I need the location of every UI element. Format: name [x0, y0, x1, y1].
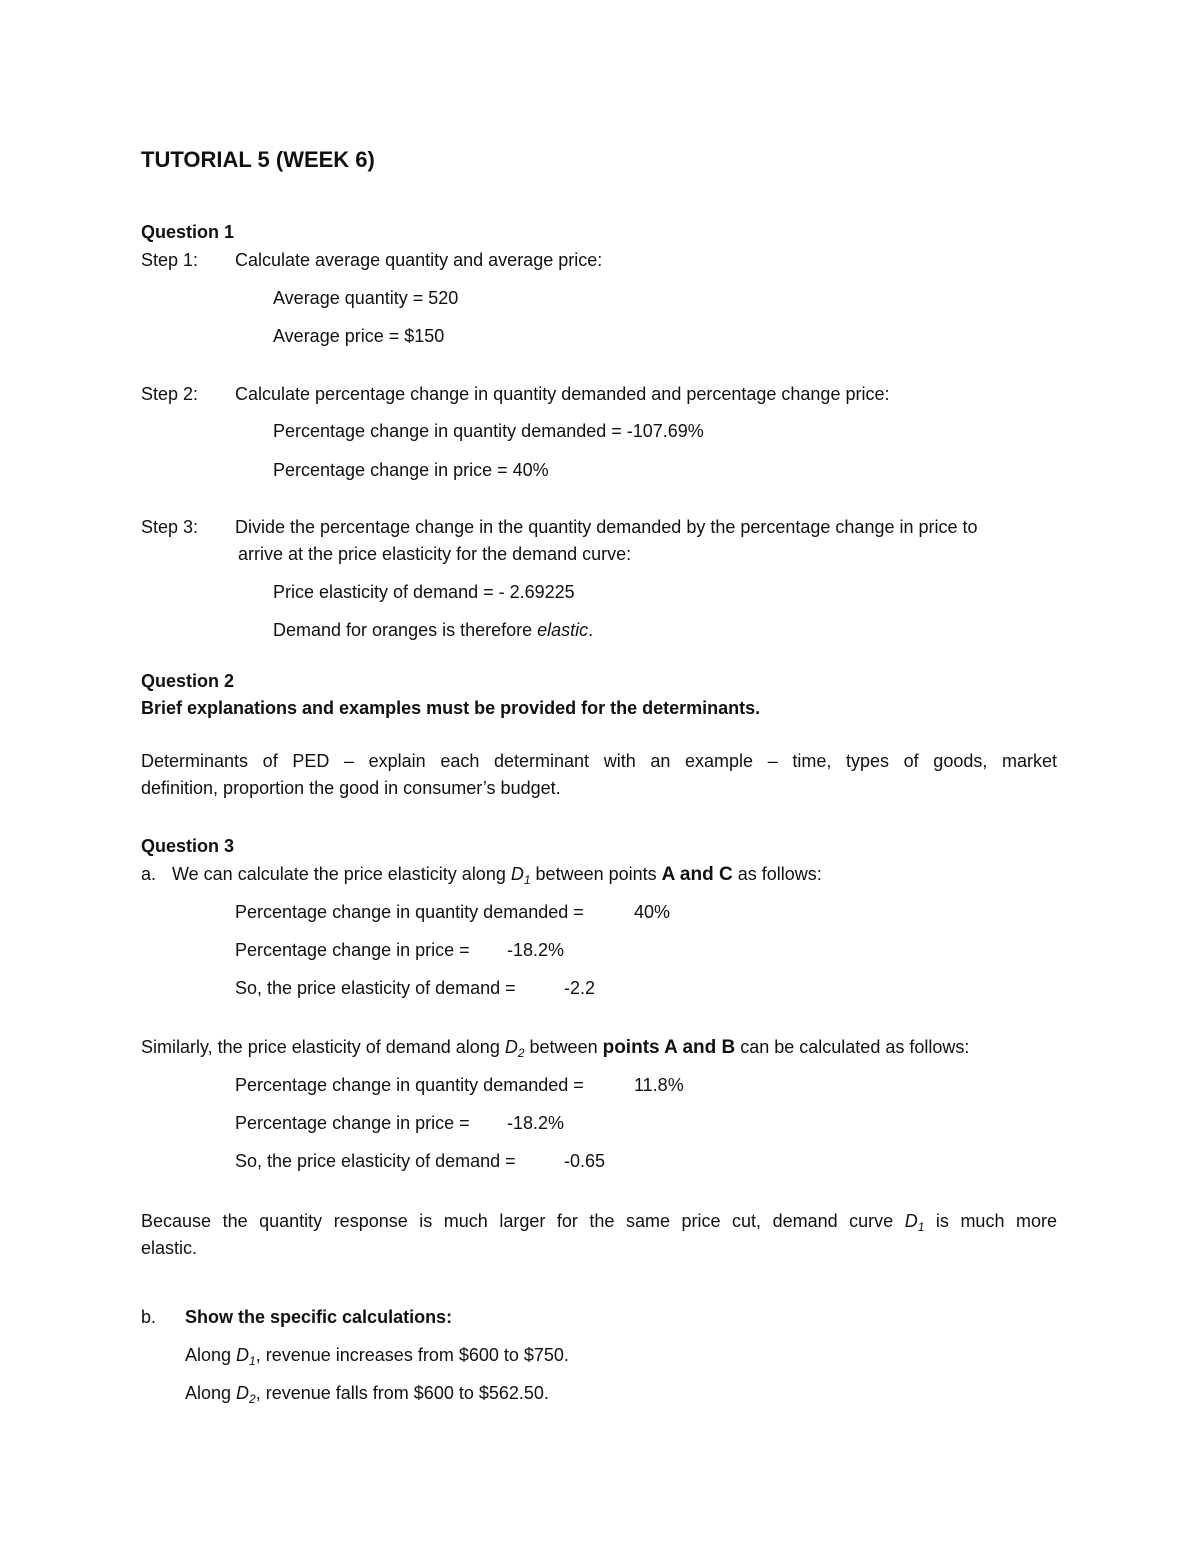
- d2-pct-change-price-value: -18.2%: [507, 1113, 565, 1133]
- part-a-intro: We can calculate the price elasticity along $D_1$ between points A and C as follows:: [172, 864, 822, 887]
- question-2-subheading: Brief explanations and examples must be provided for the determinants.: [141, 698, 761, 718]
- part-a-marker: a.: [141, 864, 157, 884]
- price-elasticity-result: Price elasticity of demand = - 2.69225: [273, 582, 575, 602]
- d1-pct-change-price-value: -18.2%: [507, 940, 565, 960]
- question-1-heading: Question 1: [141, 222, 235, 242]
- question-2-heading: Question 2: [141, 671, 235, 691]
- step-3-text-2: arrive at the price elasticity for the demand curve:: [238, 544, 632, 564]
- determinants-paragraph-line-1: Determinants of PED – explain each determinant with an example – time, types of goods, market: [141, 751, 1057, 771]
- d1-pct-change-quantity-label: Percentage change in quantity demanded =: [235, 902, 584, 922]
- elastic-conclusion: Demand for oranges is therefore elastic.: [273, 620, 594, 640]
- part-b-heading: Show the specific calculations:: [185, 1307, 453, 1327]
- because-paragraph-line-1: Because the quantity response is much larger for the same price cut, demand curve $D_1$ is much more: [141, 1211, 1057, 1234]
- average-price: Average price = $150: [273, 326, 445, 346]
- pct-change-quantity: Percentage change in quantity demanded = -107.69%: [273, 421, 704, 441]
- d1-pct-change-price-label: Percentage change in price =: [235, 940, 470, 960]
- because-paragraph-line-2: elastic.: [141, 1238, 198, 1258]
- page-title: TUTORIAL 5 (WEEK 6): [141, 147, 375, 172]
- d2-pct-change-quantity-label: Percentage change in quantity demanded =: [235, 1075, 584, 1095]
- step-2-text: Calculate percentage change in quantity demanded and percentage change price:: [235, 384, 890, 404]
- revenue-d2: Along $D_2$, revenue falls from $600 to $562.50.: [185, 1383, 549, 1406]
- d1-elasticity-value: -2.2: [564, 978, 596, 998]
- step-3-text-1: Divide the percentage change in the quantity demanded by the percentage change in price to: [235, 517, 978, 537]
- pct-change-price: Percentage change in price = 40%: [273, 460, 549, 480]
- step-3-label: Step 3:: [141, 517, 199, 537]
- revenue-d1: Along $D_1$, revenue increases from $600 to $750.: [185, 1345, 569, 1368]
- d2-pct-change-quantity-value: 11.8%: [634, 1075, 684, 1095]
- determinants-paragraph-line-2: definition, proportion the good in consumer’s budget.: [141, 778, 561, 798]
- step-2-label: Step 2:: [141, 384, 199, 404]
- d2-pct-change-price-label: Percentage change in price =: [235, 1113, 470, 1133]
- step-1-text: Calculate average quantity and average price:: [235, 250, 603, 270]
- step-1-label: Step 1:: [141, 250, 199, 270]
- d2-elasticity-label: So, the price elasticity of demand =: [235, 1151, 516, 1171]
- d2-elasticity-value: -0.65: [564, 1151, 606, 1171]
- part-b-marker: b.: [141, 1307, 157, 1327]
- similarly-intro: Similarly, the price elasticity of demand along $D_2$ between points A and B can be calculated as follows:: [141, 1037, 970, 1060]
- average-quantity: Average quantity = 520: [273, 288, 459, 308]
- d1-elasticity-label: So, the price elasticity of demand =: [235, 978, 516, 998]
- d1-pct-change-quantity-value: 40%: [634, 902, 671, 922]
- question-3-heading: Question 3: [141, 836, 235, 856]
